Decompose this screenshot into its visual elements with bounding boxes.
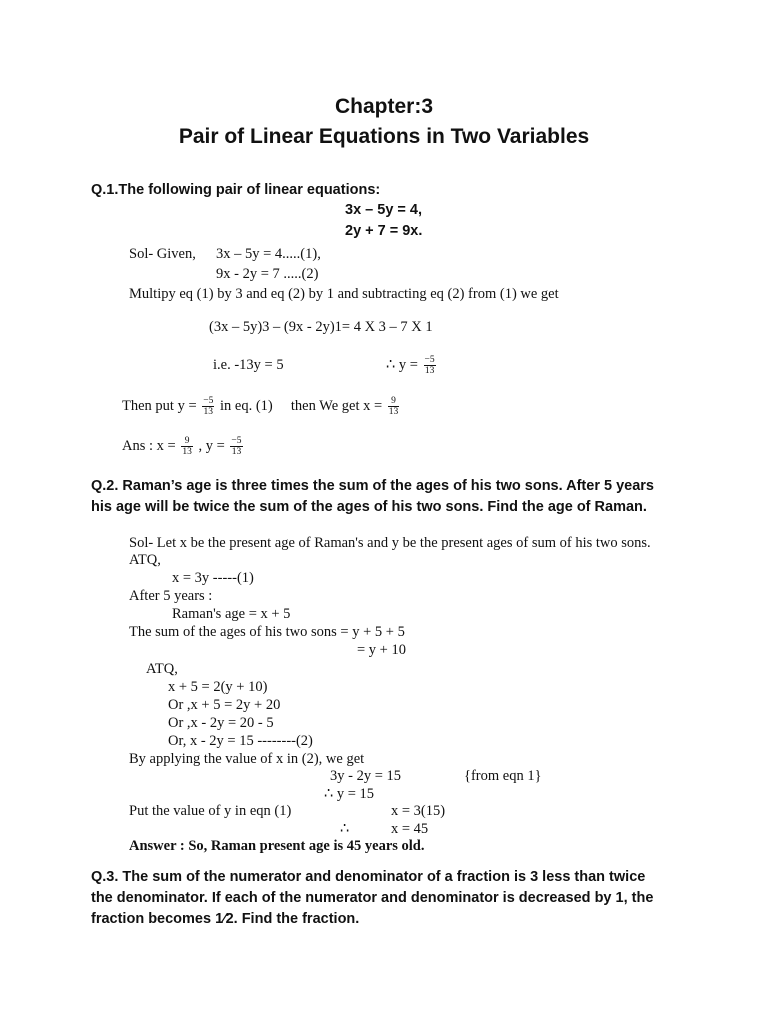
q2-atq-2: ATQ, bbox=[146, 661, 178, 677]
q1-ans-x-fraction: $\frac{9}{13}$ bbox=[182, 436, 192, 457]
q2-substitute: 3y - 2y = 15 bbox=[330, 768, 402, 784]
q3-question-line1: Q.3. The sum of the numerator and denominator of a fraction is 3 less than twice bbox=[91, 869, 646, 885]
q1-then-put: Then put y = bbox=[122, 397, 197, 414]
q1-y-fraction: $\frac{-5}{13}$ bbox=[424, 355, 435, 376]
q2-question-line2: his age will be twice the sum of the ages of his two sons. Find the age of Raman. bbox=[91, 499, 647, 515]
page-title: Pair of Linear Equations in Two Variables bbox=[178, 125, 590, 148]
q1-subtraction-step: (3x – 5y)3 – (9x - 2y)1= 4 X 3 – 7 X 1 bbox=[209, 319, 433, 335]
q2-x-calc: x = 3(15) bbox=[391, 803, 446, 819]
q1-answer-line bbox=[122, 436, 245, 457]
q1-multiply-step: Multipy eq (1) by 3 and eq (2) by 1 and subtracting eq (2) from (1) we get bbox=[129, 286, 559, 302]
q1-given-eq1: 3x – 5y = 4.....(1), bbox=[216, 246, 321, 262]
q1-ie-step: i.e. -13y = 5 bbox=[213, 357, 284, 373]
q1-x-fraction: $\frac{9}{13}$ bbox=[388, 396, 399, 417]
q2-step-2: Or ,x + 5 = 2y + 20 bbox=[168, 697, 281, 713]
q2-step-1: x + 5 = 2(y + 10) bbox=[168, 679, 268, 695]
q2-therefore-symbol: ∴ bbox=[340, 821, 350, 837]
q2-atq-1: ATQ, bbox=[129, 552, 161, 568]
q2-from-eqn-note: {from eqn 1} bbox=[464, 768, 542, 784]
q1-equation-1: 3x – 5y = 4, bbox=[345, 202, 422, 218]
q2-x-result: x = 45 bbox=[391, 821, 429, 837]
q1-question: Q.1.The following pair of linear equations: bbox=[91, 182, 381, 198]
q2-after-5-years: After 5 years : bbox=[129, 588, 213, 604]
q2-sol-line: Sol- Let x be the present age of Raman's and y be the present ages of sum of his two sons. bbox=[129, 535, 651, 551]
q2-put-value: Put the value of y in eqn (1) bbox=[129, 803, 292, 819]
q2-sum-ages: The sum of the ages of his two sons = y + 5 + 5 bbox=[129, 624, 405, 640]
q2-y-result: ∴ y = 15 bbox=[324, 786, 375, 802]
q1-ans-y: , y = bbox=[198, 437, 225, 454]
q1-sol-given: Sol- Given, bbox=[129, 246, 196, 262]
q1-ans-y-fraction: $\frac{-5}{13}$ bbox=[231, 436, 242, 457]
q1-in-eq: in eq. (1) bbox=[219, 397, 273, 414]
q2-eq1: x = 3y -----(1) bbox=[172, 570, 254, 586]
q2-step-4: Or, x - 2y = 15 --------(2) bbox=[168, 733, 313, 749]
q3-question-line2: the denominator. If each of the numerator and denominator is decreased by 1, the bbox=[91, 890, 654, 906]
q3-question-line3: fraction becomes 1⁄2. Find the fraction. bbox=[91, 911, 360, 927]
q2-applying: By applying the value of x in (2), we get bbox=[129, 751, 365, 767]
q1-ans-x: Ans : x = bbox=[122, 437, 176, 454]
q1-substitution-line bbox=[122, 396, 401, 417]
q2-step-3: Or ,x - 2y = 20 - 5 bbox=[168, 715, 274, 731]
q2-sum-ages-result: = y + 10 bbox=[357, 642, 406, 658]
q1-therefore-y: ∴ y = bbox=[386, 356, 418, 373]
q1-given-eq2: 9x - 2y = 7 .....(2) bbox=[216, 266, 319, 282]
q2-ramans-age: Raman's age = x + 5 bbox=[172, 606, 291, 622]
q1-equation-2: 2y + 7 = 9x. bbox=[345, 223, 423, 239]
q1-then-we-get: then We get x = bbox=[290, 397, 383, 414]
chapter-heading: Chapter:3 bbox=[334, 95, 434, 118]
q1-y-fraction-2: $\frac{-5}{13}$ bbox=[203, 396, 214, 417]
q2-question-line1: Q.2. Raman’s age is three times the sum of the ages of his two sons. After 5 years bbox=[91, 478, 654, 494]
q1-y-result bbox=[386, 355, 438, 376]
q2-answer: Answer : So, Raman present age is 45 years old. bbox=[129, 838, 425, 854]
